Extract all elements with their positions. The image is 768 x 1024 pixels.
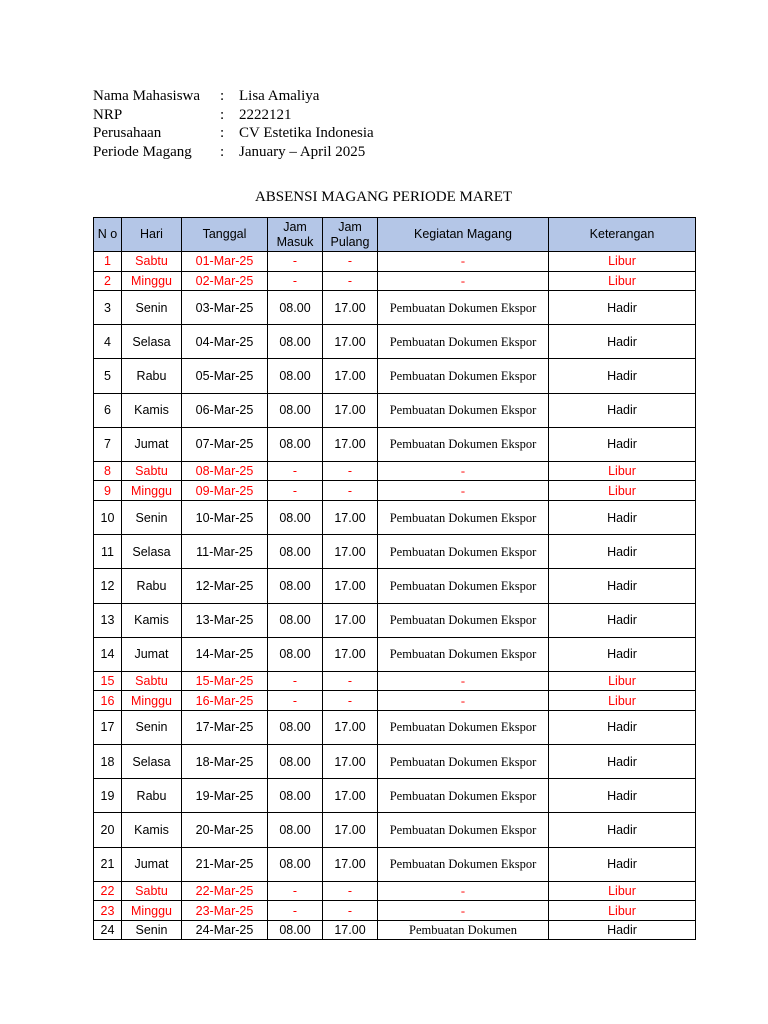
attendance-table <box>93 217 696 940</box>
cell-no: 12 <box>94 569 122 603</box>
cell-keterangan: Hadir <box>549 500 696 534</box>
cell-no: 14 <box>94 637 122 671</box>
cell-no: 11 <box>94 535 122 569</box>
cell-kegiatan: Pembuatan Dokumen Ekspor <box>378 745 549 779</box>
cell-keterangan: Libur <box>549 881 696 901</box>
cell-hari: Senin <box>122 291 182 325</box>
cell-hari: Selasa <box>122 535 182 569</box>
cell-tanggal: 02-Mar-25 <box>182 271 268 291</box>
cell-jam-masuk: 08.00 <box>268 393 323 427</box>
cell-hari: Jumat <box>122 427 182 461</box>
cell-jam-pulang: - <box>323 252 378 272</box>
table-row <box>94 745 696 779</box>
cell-kegiatan: Pembuatan Dokumen Ekspor <box>378 500 549 534</box>
cell-jam-masuk: 08.00 <box>268 847 323 881</box>
cell-hari: Senin <box>122 920 182 940</box>
table-row <box>94 500 696 534</box>
cell-jam-masuk: 08.00 <box>268 535 323 569</box>
cell-no: 1 <box>94 252 122 272</box>
cell-tanggal: 24-Mar-25 <box>182 920 268 940</box>
cell-no: 5 <box>94 359 122 393</box>
cell-jam-masuk: 08.00 <box>268 569 323 603</box>
table-row <box>94 427 696 461</box>
cell-kegiatan: - <box>378 271 549 291</box>
cell-keterangan: Hadir <box>549 325 696 359</box>
cell-no: 9 <box>94 481 122 501</box>
table-row <box>94 779 696 813</box>
cell-keterangan: Libur <box>549 252 696 272</box>
cell-jam-pulang: - <box>323 671 378 691</box>
cell-no: 20 <box>94 813 122 847</box>
student-info <box>93 87 493 161</box>
cell-tanggal: 11-Mar-25 <box>182 535 268 569</box>
info-row-perusahaan <box>93 124 493 143</box>
cell-jam-pulang: - <box>323 461 378 481</box>
cell-keterangan: Hadir <box>549 847 696 881</box>
cell-jam-masuk: 08.00 <box>268 291 323 325</box>
cell-jam-masuk: - <box>268 691 323 711</box>
cell-keterangan: Libur <box>549 671 696 691</box>
cell-hari: Rabu <box>122 569 182 603</box>
cell-jam-pulang: 17.00 <box>323 637 378 671</box>
cell-tanggal: 09-Mar-25 <box>182 481 268 501</box>
cell-kegiatan: Pembuatan Dokumen Ekspor <box>378 603 549 637</box>
cell-tanggal: 15-Mar-25 <box>182 671 268 691</box>
info-value: CV Estetika Indonesia <box>239 125 374 141</box>
header-jam-masuk: Jam Masuk <box>268 218 323 252</box>
cell-jam-pulang: 17.00 <box>323 779 378 813</box>
cell-keterangan: Hadir <box>549 779 696 813</box>
table-body <box>94 252 696 940</box>
cell-no: 19 <box>94 779 122 813</box>
cell-jam-masuk: 08.00 <box>268 500 323 534</box>
cell-keterangan: Hadir <box>549 359 696 393</box>
cell-tanggal: 20-Mar-25 <box>182 813 268 847</box>
cell-no: 10 <box>94 500 122 534</box>
cell-tanggal: 19-Mar-25 <box>182 779 268 813</box>
cell-no: 8 <box>94 461 122 481</box>
cell-keterangan: Hadir <box>549 291 696 325</box>
cell-no: 4 <box>94 325 122 359</box>
cell-no: 21 <box>94 847 122 881</box>
cell-jam-masuk: 08.00 <box>268 359 323 393</box>
table-row <box>94 481 696 501</box>
table-row <box>94 359 696 393</box>
cell-no: 15 <box>94 671 122 691</box>
header-jam-pulang: Jam Pulang <box>323 218 378 252</box>
cell-kegiatan: - <box>378 461 549 481</box>
document-title: ABSENSI MAGANG PERIODE MARET <box>254 189 513 205</box>
cell-jam-pulang: 17.00 <box>323 427 378 461</box>
cell-jam-pulang: 17.00 <box>323 920 378 940</box>
info-value: 2222121 <box>239 106 292 123</box>
table-row <box>94 847 696 881</box>
cell-jam-pulang: 17.00 <box>323 325 378 359</box>
cell-keterangan: Hadir <box>549 393 696 427</box>
table-row <box>94 461 696 481</box>
cell-jam-masuk: 08.00 <box>268 745 323 779</box>
cell-keterangan: Hadir <box>549 569 696 603</box>
table-row <box>94 901 696 921</box>
cell-hari: Selasa <box>122 745 182 779</box>
cell-keterangan: Hadir <box>549 920 696 940</box>
cell-hari: Jumat <box>122 847 182 881</box>
cell-jam-pulang: 17.00 <box>323 500 378 534</box>
cell-tanggal: 01-Mar-25 <box>182 252 268 272</box>
cell-tanggal: 18-Mar-25 <box>182 745 268 779</box>
info-colon: : <box>220 143 225 160</box>
cell-jam-pulang: 17.00 <box>323 745 378 779</box>
cell-tanggal: 06-Mar-25 <box>182 393 268 427</box>
cell-hari: Minggu <box>122 271 182 291</box>
cell-hari: Sabtu <box>122 461 182 481</box>
table-row <box>94 271 696 291</box>
table-row <box>94 252 696 272</box>
cell-jam-masuk: - <box>268 671 323 691</box>
table-row <box>94 637 696 671</box>
cell-tanggal: 07-Mar-25 <box>182 427 268 461</box>
header-kegiatan: Kegiatan Magang <box>378 218 549 252</box>
cell-tanggal: 08-Mar-25 <box>182 461 268 481</box>
cell-hari: Minggu <box>122 901 182 921</box>
cell-no: 17 <box>94 710 122 744</box>
cell-jam-masuk: 08.00 <box>268 325 323 359</box>
table-row <box>94 569 696 603</box>
cell-jam-masuk: 08.00 <box>268 813 323 847</box>
cell-hari: Kamis <box>122 813 182 847</box>
cell-keterangan: Libur <box>549 461 696 481</box>
cell-kegiatan: Pembuatan Dokumen Ekspor <box>378 535 549 569</box>
info-row-periode <box>93 143 493 162</box>
cell-kegiatan: - <box>378 671 549 691</box>
table-row <box>94 710 696 744</box>
info-label: Nama Mahasiswa <box>93 88 201 104</box>
cell-no: 2 <box>94 271 122 291</box>
cell-kegiatan: - <box>378 901 549 921</box>
cell-hari: Sabtu <box>122 881 182 901</box>
cell-no: 23 <box>94 901 122 921</box>
cell-hari: Sabtu <box>122 252 182 272</box>
info-label: Perusahaan <box>93 125 162 141</box>
cell-no: 13 <box>94 603 122 637</box>
cell-keterangan: Hadir <box>549 710 696 744</box>
table-row <box>94 291 696 325</box>
cell-jam-pulang: 17.00 <box>323 710 378 744</box>
cell-keterangan: Hadir <box>549 427 696 461</box>
cell-keterangan: Hadir <box>549 603 696 637</box>
table-row <box>94 393 696 427</box>
cell-keterangan: Libur <box>549 271 696 291</box>
cell-hari: Jumat <box>122 637 182 671</box>
cell-tanggal: 03-Mar-25 <box>182 291 268 325</box>
cell-kegiatan: Pembuatan Dokumen Ekspor <box>378 393 549 427</box>
cell-no: 18 <box>94 745 122 779</box>
cell-kegiatan: Pembuatan Dokumen Ekspor <box>378 710 549 744</box>
cell-jam-masuk: - <box>268 461 323 481</box>
cell-hari: Minggu <box>122 481 182 501</box>
table-header-row <box>94 218 696 252</box>
cell-kegiatan: Pembuatan Dokumen Ekspor <box>378 427 549 461</box>
cell-hari: Senin <box>122 710 182 744</box>
cell-kegiatan: Pembuatan Dokumen Ekspor <box>378 569 549 603</box>
cell-jam-masuk: - <box>268 881 323 901</box>
cell-jam-masuk: - <box>268 252 323 272</box>
cell-jam-pulang: 17.00 <box>323 603 378 637</box>
cell-jam-masuk: - <box>268 481 323 501</box>
cell-kegiatan: Pembuatan Dokumen <box>378 920 549 940</box>
cell-tanggal: 13-Mar-25 <box>182 603 268 637</box>
cell-jam-masuk: 08.00 <box>268 779 323 813</box>
cell-no: 7 <box>94 427 122 461</box>
cell-kegiatan: - <box>378 252 549 272</box>
cell-kegiatan: Pembuatan Dokumen Ekspor <box>378 359 549 393</box>
table-row <box>94 535 696 569</box>
cell-jam-pulang: 17.00 <box>323 393 378 427</box>
header-keterangan: Keterangan <box>549 218 696 252</box>
cell-kegiatan: - <box>378 481 549 501</box>
cell-keterangan: Libur <box>549 901 696 921</box>
cell-hari: Kamis <box>122 393 182 427</box>
cell-no: 22 <box>94 881 122 901</box>
cell-kegiatan: Pembuatan Dokumen Ekspor <box>378 325 549 359</box>
cell-tanggal: 21-Mar-25 <box>182 847 268 881</box>
table-row <box>94 881 696 901</box>
info-colon: : <box>220 106 225 123</box>
info-row-nrp <box>93 106 493 125</box>
cell-no: 6 <box>94 393 122 427</box>
cell-tanggal: 12-Mar-25 <box>182 569 268 603</box>
cell-keterangan: Libur <box>549 691 696 711</box>
cell-jam-pulang: - <box>323 901 378 921</box>
cell-kegiatan: - <box>378 691 549 711</box>
cell-jam-masuk: - <box>268 901 323 921</box>
cell-jam-pulang: - <box>323 271 378 291</box>
table-row <box>94 691 696 711</box>
cell-tanggal: 17-Mar-25 <box>182 710 268 744</box>
cell-no: 16 <box>94 691 122 711</box>
cell-kegiatan: Pembuatan Dokumen Ekspor <box>378 779 549 813</box>
info-label: Periode Magang <box>93 143 192 160</box>
cell-hari: Selasa <box>122 325 182 359</box>
table-row <box>94 603 696 637</box>
cell-jam-pulang: - <box>323 691 378 711</box>
cell-tanggal: 04-Mar-25 <box>182 325 268 359</box>
cell-hari: Kamis <box>122 603 182 637</box>
cell-tanggal: 16-Mar-25 <box>182 691 268 711</box>
cell-jam-pulang: 17.00 <box>323 813 378 847</box>
cell-hari: Rabu <box>122 359 182 393</box>
header-tanggal: Tanggal <box>182 218 268 252</box>
cell-tanggal: 23-Mar-25 <box>182 901 268 921</box>
cell-tanggal: 14-Mar-25 <box>182 637 268 671</box>
header-no: N o <box>94 218 122 252</box>
table-row <box>94 671 696 691</box>
cell-jam-masuk: 08.00 <box>268 920 323 940</box>
cell-jam-pulang: 17.00 <box>323 535 378 569</box>
cell-no: 3 <box>94 291 122 325</box>
cell-jam-pulang: 17.00 <box>323 291 378 325</box>
cell-hari: Senin <box>122 500 182 534</box>
cell-kegiatan: Pembuatan Dokumen Ekspor <box>378 291 549 325</box>
cell-keterangan: Hadir <box>549 637 696 671</box>
cell-jam-masuk: 08.00 <box>268 637 323 671</box>
cell-jam-pulang: - <box>323 481 378 501</box>
cell-hari: Rabu <box>122 779 182 813</box>
cell-kegiatan: - <box>378 881 549 901</box>
cell-jam-pulang: 17.00 <box>323 569 378 603</box>
info-label: NRP <box>93 106 123 123</box>
cell-hari: Minggu <box>122 691 182 711</box>
cell-keterangan: Hadir <box>549 745 696 779</box>
cell-no: 24 <box>94 920 122 940</box>
table-row <box>94 325 696 359</box>
cell-jam-masuk: 08.00 <box>268 603 323 637</box>
header-hari: Hari <box>122 218 182 252</box>
cell-jam-masuk: - <box>268 271 323 291</box>
info-colon: : <box>220 88 225 104</box>
cell-keterangan: Hadir <box>549 813 696 847</box>
cell-jam-pulang: - <box>323 881 378 901</box>
cell-jam-masuk: 08.00 <box>268 710 323 744</box>
cell-jam-masuk: 08.00 <box>268 427 323 461</box>
cell-keterangan: Libur <box>549 481 696 501</box>
cell-kegiatan: Pembuatan Dokumen Ekspor <box>378 637 549 671</box>
table-row <box>94 920 696 940</box>
cell-hari: Sabtu <box>122 671 182 691</box>
info-colon: : <box>220 125 225 141</box>
cell-tanggal: 22-Mar-25 <box>182 881 268 901</box>
info-row-nama <box>93 87 493 106</box>
cell-kegiatan: Pembuatan Dokumen Ekspor <box>378 813 549 847</box>
info-value: January – April 2025 <box>239 143 366 160</box>
cell-keterangan: Hadir <box>549 535 696 569</box>
cell-tanggal: 05-Mar-25 <box>182 359 268 393</box>
table-row <box>94 813 696 847</box>
info-value: Lisa Amaliya <box>239 88 320 104</box>
cell-jam-pulang: 17.00 <box>323 847 378 881</box>
cell-tanggal: 10-Mar-25 <box>182 500 268 534</box>
cell-kegiatan: Pembuatan Dokumen Ekspor <box>378 847 549 881</box>
cell-jam-pulang: 17.00 <box>323 359 378 393</box>
